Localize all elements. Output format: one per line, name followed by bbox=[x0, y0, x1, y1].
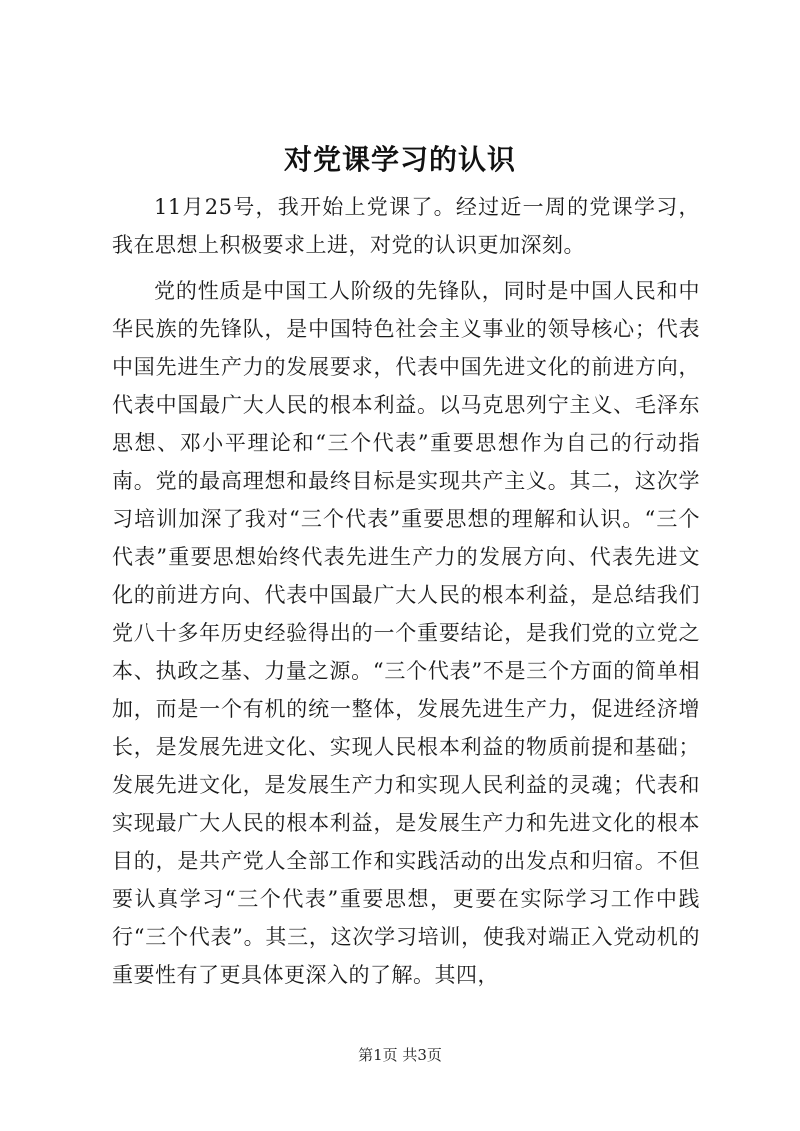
document-body bbox=[112, 188, 700, 994]
paragraph-1: 11月25号，我开始上党课了。经过近一周的党课学习，我在思想上积极要求上进，对党的认识更加深刻。 bbox=[112, 195, 700, 257]
document-title: 对党课学习的认识 bbox=[283, 143, 516, 176]
paragraph-2: 党的性质是中国工人阶级的先锋队，同时是中国人民和中华民族的先锋队，是中国特色社会主义事业的领导核心；代表中国先进生产力的发展要求，代表中国先进文化的前进方向，代表中国最广大人民的根本利益。以马克思列宁主义、毛泽东思想、邓小平理论和“三个代表”重要思想作为自己的行动指南。党的最高理想和最终目标是实现共产主义。其二，这次学习培训加深了我对“三个代表”重要思想的理解和认识。“三个代表”重要思想始终代表先进生产力的发展方向、代表先进文化的前进方向、代表中国最广大人民的根本利益，是总结我们党八十多年历史经验得出的一个重要结论，是我们党的立党之本、执政之基、力量之源。“三个代表”不是三个方面的简单相加，而是一个有机的统一整体，发展先进生产力，促进经济增长，是发展先进文化、实现人民根本利益的物质前提和基础；发展先进文化，是发展生产力和实现人民利益的灵魂；代表和实现最广大人民的根本利益，是发展生产力和先进文化的根本目的，是共产党人全部工作和实践活动的出发点和归宿。不但要认真学习“三个代表”重要思想，更要在实际学习工作中践行“三个代表”。其三，这次学习培训，使我对端正入党动机的重要性有了更具体更深入的了解。其四， bbox=[112, 279, 700, 987]
page-number-footer: 第1页 共3页 bbox=[358, 1046, 442, 1064]
